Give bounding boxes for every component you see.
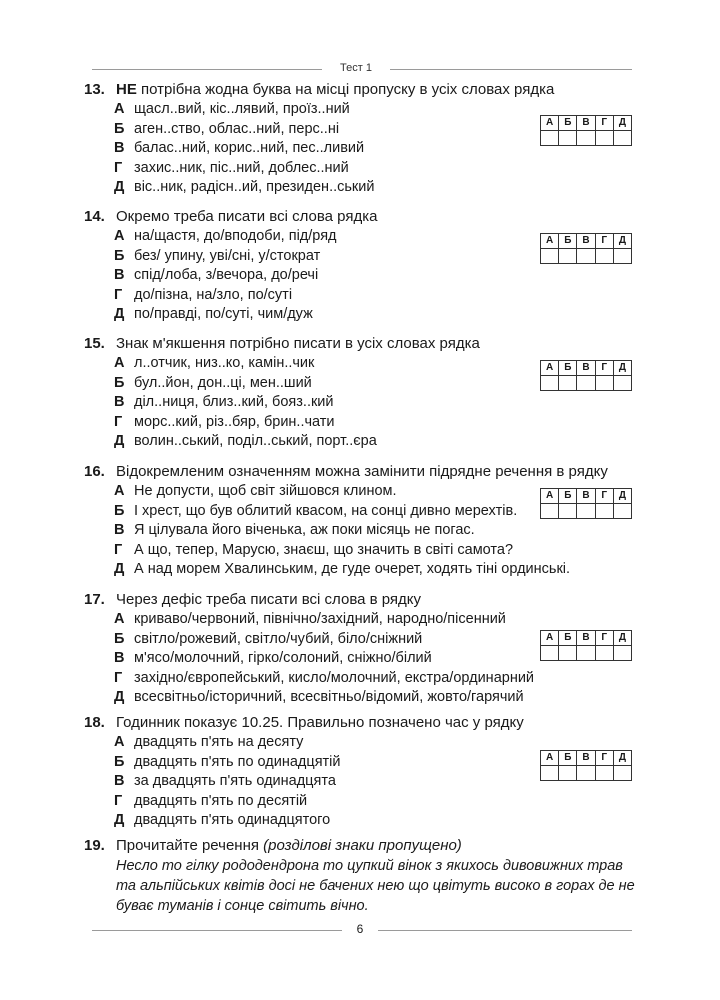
option-letter: Б (114, 247, 125, 264)
question-text: Годинник показує 10.25. Правильно позначено час у рядку (116, 714, 524, 731)
grid-header-cell: Б (559, 751, 577, 766)
option-text: віс..ник, радісн..ий, президен..ський (134, 179, 375, 196)
option-text: морс..кий, різ..бяр, брин..чати (134, 413, 335, 430)
option-text: криваво/червоний, північно/західний, народно/пісенний (134, 611, 506, 627)
answer-cell[interactable] (613, 504, 631, 519)
grid-header-cell: В (577, 489, 595, 504)
question-number: 13. (84, 81, 105, 98)
header-rule-left (92, 69, 322, 70)
answer-cell[interactable] (541, 249, 559, 264)
page-footer (92, 922, 632, 938)
answer-cell[interactable] (541, 646, 559, 661)
option-text: А над морем Хвалинським, де гуде очерет, ходять тіні ординські. (134, 561, 571, 578)
question-text: Окремо треба писати всі слова рядка (116, 208, 378, 225)
option-text: захис..ник, піс..ний, доблес..ний (134, 159, 349, 176)
answer-cell[interactable] (595, 376, 613, 391)
option-letter: Д (114, 433, 125, 450)
answer-cell[interactable] (559, 504, 577, 519)
question-text-rest: потрібна жодна буква на місці пропуску в усіх словах рядка (136, 81, 555, 98)
grid-header-cell: Д (613, 751, 631, 766)
option-text: до/пізна, на/зло, по/суті (134, 286, 293, 303)
option-e (84, 305, 644, 325)
option-e (84, 811, 644, 831)
option-text: діл..ниця, близ..кий, бояз..кий (134, 394, 334, 411)
option-letter: В (114, 394, 125, 411)
question-15 (84, 334, 644, 452)
option-letter: А (114, 734, 125, 750)
footer-rule-right (378, 930, 632, 931)
q19-line: та альпійських квітів досі не бачених нею що цвітуть високо в горах де не (116, 878, 635, 894)
question-emphasis: НЕ (116, 81, 137, 98)
option-text: двадцять п'ять по десятій (134, 792, 308, 809)
option-letter: А (114, 355, 125, 371)
grid-header-cell: А (541, 489, 559, 504)
option-c (84, 393, 644, 413)
option-letter: В (114, 650, 125, 667)
grid-header-cell: Г (595, 631, 613, 646)
answer-cell[interactable] (559, 249, 577, 264)
answer-cell[interactable] (613, 131, 631, 146)
q19-line: буває туманів і сонце світить вічно. (116, 898, 369, 914)
option-letter: Д (114, 689, 125, 706)
option-letter: В (114, 773, 125, 790)
option-letter: А (114, 101, 125, 117)
grid-header-cell: Б (559, 631, 577, 646)
answer-cell[interactable] (613, 376, 631, 391)
answer-cell[interactable] (541, 504, 559, 519)
option-letter: А (114, 611, 125, 627)
grid-header-cell: Б (559, 234, 577, 249)
option-letter: А (114, 228, 125, 244)
option-letter: Г (114, 669, 123, 686)
option-e (84, 178, 644, 198)
answer-cell[interactable] (595, 249, 613, 264)
option-letter: Д (114, 306, 125, 323)
option-text: І хрест, що був облитий квасом, на сонці дивно мерехтів. (134, 502, 518, 519)
q19-sentence (116, 856, 646, 916)
answer-grid-17 (540, 630, 632, 661)
grid-header-cell: В (577, 234, 595, 249)
option-text: Я цілувала його віченька, аж поки місяць не погас. (134, 522, 475, 539)
answer-grid-15 (540, 360, 632, 391)
option-letter: Б (114, 753, 125, 770)
question-text: Через дефіс треба писати всі слова в рядку (116, 591, 422, 608)
grid-header-cell: Г (595, 751, 613, 766)
page-number: 6 (356, 922, 364, 936)
q19-line: Несло то гілку рододендрона то цупкий вінок з якихось дивовижних трав (116, 858, 623, 874)
grid-header-cell: Б (559, 489, 577, 504)
option-d (84, 541, 644, 561)
question-text-main: Прочитайте речення (116, 837, 259, 854)
answer-cell[interactable] (613, 646, 631, 661)
option-text: м'ясо/молочний, гірко/солоний, сніжно/білий (134, 650, 432, 667)
answer-cell[interactable] (613, 766, 631, 781)
option-letter: Б (114, 374, 125, 391)
option-c (84, 266, 644, 286)
option-letter: Г (114, 413, 123, 430)
option-text: балас..ний, корис..ний, пес..ливий (134, 140, 365, 157)
option-text: щасл..вий, кіс..лявий, проїз..ний (134, 101, 350, 117)
option-letter: Г (114, 792, 123, 809)
answer-grid-18 (540, 750, 632, 781)
option-text: двадцять п'ять одинадцятого (134, 812, 331, 829)
option-text: Не допусти, щоб світ зійшовся клином. (134, 483, 397, 499)
question-text (116, 836, 462, 856)
option-letter: В (114, 140, 125, 157)
grid-header-cell: А (541, 751, 559, 766)
option-letter: А (114, 483, 125, 499)
answer-cell[interactable] (577, 376, 595, 391)
question-number: 16. (84, 463, 105, 480)
option-letter: В (114, 267, 125, 284)
grid-header-cell: А (541, 631, 559, 646)
option-letter: Г (114, 286, 123, 303)
answer-grid-13 (540, 115, 632, 146)
answer-cell[interactable] (577, 766, 595, 781)
answer-cell[interactable] (595, 646, 613, 661)
answer-cell[interactable] (559, 376, 577, 391)
option-letter: Б (114, 120, 125, 137)
option-d (84, 159, 644, 179)
option-letter: Б (114, 502, 125, 519)
answer-cell[interactable] (559, 646, 577, 661)
grid-header-cell: Д (613, 116, 631, 131)
answer-cell[interactable] (541, 766, 559, 781)
answer-cell[interactable] (559, 131, 577, 146)
grid-header-cell: А (541, 361, 559, 376)
grid-header-cell: В (577, 361, 595, 376)
option-letter: Г (114, 159, 123, 176)
answer-cell[interactable] (577, 131, 595, 146)
option-d (84, 286, 644, 306)
answer-grid-16 (540, 488, 632, 519)
question-text (116, 80, 554, 100)
option-letter: В (114, 522, 125, 539)
option-text: за двадцять п'ять одинадцята (134, 773, 336, 790)
grid-header-cell: В (577, 631, 595, 646)
option-e (84, 560, 644, 580)
grid-header-cell: Г (595, 116, 613, 131)
grid-header-cell: Б (559, 116, 577, 131)
answer-cell[interactable] (559, 766, 577, 781)
question-16 (84, 462, 644, 580)
question-number: 14. (84, 208, 105, 225)
grid-header-cell: Д (613, 234, 631, 249)
footer-rule-left (92, 930, 342, 931)
option-text: двадцять п'ять на десяту (134, 734, 304, 750)
option-letter: Д (114, 561, 125, 578)
answer-cell[interactable] (595, 766, 613, 781)
question-number: 18. (84, 714, 105, 731)
answer-cell[interactable] (577, 646, 595, 661)
option-text: всесвітньо/історичний, всесвітньо/відомий, жовто/гарячий (134, 689, 524, 706)
option-letter: Б (114, 630, 125, 647)
option-text: без/ упину, уві/сні, у/стократ (134, 247, 321, 264)
option-text: А що, тепер, Марусю, знаєш, що значить в світі самота? (134, 541, 514, 558)
option-text: на/щастя, до/вподоби, під/ряд (134, 228, 337, 244)
question-number: 19. (84, 837, 105, 854)
option-d (84, 792, 644, 812)
answer-grid-14 (540, 233, 632, 264)
grid-header-cell: В (577, 751, 595, 766)
grid-header-cell: А (541, 116, 559, 131)
grid-header-cell: В (577, 116, 595, 131)
option-e (84, 432, 644, 452)
answer-cell[interactable] (541, 376, 559, 391)
option-letter: Д (114, 179, 125, 196)
option-text: спід/лоба, з/вечора, до/речі (134, 267, 319, 284)
question-number: 17. (84, 591, 105, 608)
grid-header-cell: Д (613, 631, 631, 646)
question-text: Знак м'якшення потрібно писати в усіх словах рядка (116, 335, 480, 352)
answer-cell[interactable] (541, 131, 559, 146)
question-19 (84, 836, 644, 856)
grid-header-cell: А (541, 234, 559, 249)
option-text: західно/європейський, кисло/молочний, екстра/ординарний (134, 669, 535, 686)
option-text: волин..ський, поділ..ський, порт..єра (134, 433, 377, 450)
grid-header-cell: Д (613, 489, 631, 504)
question-note: (розділові знаки пропущено) (263, 837, 462, 854)
grid-header-cell: Д (613, 361, 631, 376)
answer-cell[interactable] (595, 131, 613, 146)
option-letter: Г (114, 541, 123, 558)
grid-header-cell: Г (595, 234, 613, 249)
option-c (84, 521, 644, 541)
option-letter: Д (114, 812, 125, 829)
answer-cell[interactable] (595, 504, 613, 519)
question-number: 15. (84, 335, 105, 352)
question-14 (84, 207, 644, 325)
page-header (92, 62, 632, 76)
header-rule-right (390, 69, 632, 70)
option-text: світло/рожевий, світло/чубий, біло/сніжний (134, 630, 423, 647)
answer-cell[interactable] (577, 249, 595, 264)
option-a (84, 610, 644, 630)
option-text: л..отчик, низ..ко, камін..чик (134, 355, 315, 371)
grid-header-cell: Г (595, 361, 613, 376)
option-text: двадцять п'ять по одинадцятій (134, 753, 341, 770)
grid-header-cell: Б (559, 361, 577, 376)
answer-cell[interactable] (613, 249, 631, 264)
option-text: по/правді, по/суті, чим/дуж (134, 306, 313, 323)
question-text: Відокремленим означенням можна замінити підрядне речення в рядку (116, 463, 608, 480)
option-d (84, 669, 644, 689)
header-title: Тест 1 (340, 62, 372, 74)
option-d (84, 413, 644, 433)
option-e (84, 688, 644, 708)
option-text: бул..йон, дон..ці, мен..ший (134, 374, 312, 391)
answer-cell[interactable] (577, 504, 595, 519)
option-text: аген..ство, облас..ний, перс..ні (134, 120, 340, 137)
grid-header-cell: Г (595, 489, 613, 504)
